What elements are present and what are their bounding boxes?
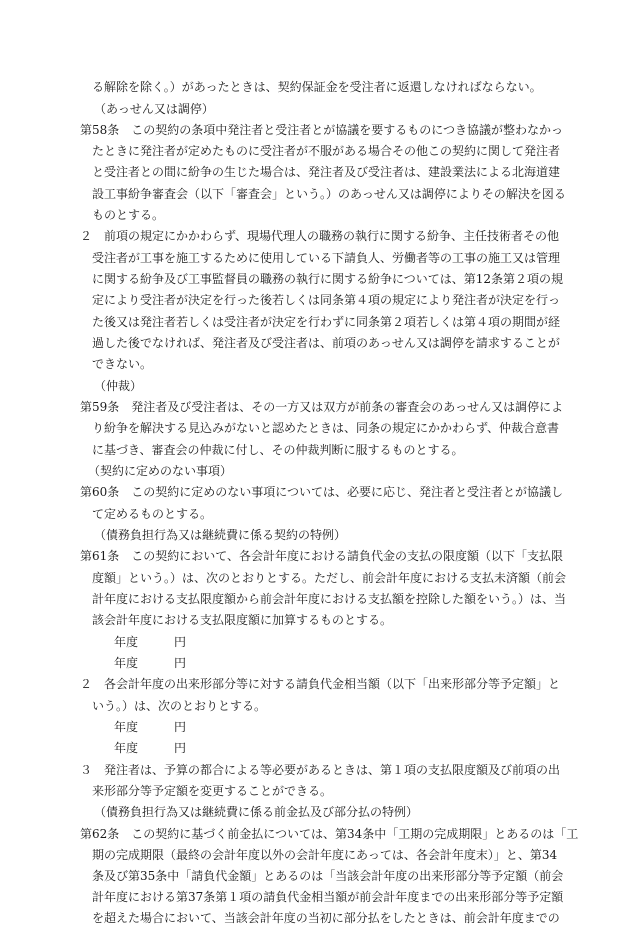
article-59-line: 第59条 発注者及び受注者は、その一方又は双方が前条の審査会のあっせん又は調停によ <box>80 400 564 414</box>
text-line: 期の完成期限（最終の会計年度以外の会計年度にあっては、各会計年度末）」と、第34 <box>92 848 558 862</box>
text-line: できない。 <box>92 357 153 371</box>
text-line: 計年度における第37条第１項の請負代金相当額が前会計年度までの出来形部分等予定額 <box>92 890 564 904</box>
section-heading: （仲裁） <box>94 379 143 393</box>
article-61-line: 第61条 この契約において、各会計年度における請負代金の支払の限度額（以下「支払限 <box>80 549 564 563</box>
article-62-line: 第62条 この契約に基づく前金払については、第34条中「工期の完成期限」とあるのは「工 <box>80 827 579 841</box>
section-heading: （契約に定めのない事項） <box>88 464 233 478</box>
paragraph-2-line: ２ 各会計年度の出来形部分等に対する請負代金相当額（以下「出来形部分等予定額」と <box>80 677 561 691</box>
text-line: た後又は発注者若しくは受注者が決定を行わずに同条第２項若しくは第４項の期間が経 <box>92 315 561 329</box>
text-line: る解除を除く。）があったときは、契約保証金を受注者に返還しなければならない。 <box>92 80 542 94</box>
article-60-line: 第60条 この契約に定めのない事項については、必要に応じ、発注者と受注者とが協議し <box>80 485 564 499</box>
text-line: たときに発注者が定めたものに受注者が不服がある場合その他この契約に関して発注者 <box>92 144 561 158</box>
text-line: 定により受注者が決定を行った後若しくは同条第４項の規定により発注者が決定を行っ <box>92 293 561 307</box>
text-line: 受注者が工事を施工するために使用している下請負人、労働者等の工事の施工又は管理 <box>92 251 561 265</box>
text-line: 過した後でなければ、発注者及び受注者は、前項のあっせん又は調停を請求することが <box>92 336 560 350</box>
text-line: いう。）は、次のとおりとする。 <box>92 699 267 713</box>
fiscal-year-entry: 年度 円 <box>114 720 187 734</box>
text-line: 計年度における支払限度額から前会計年度における支払額を控除した額をいう。）は、当 <box>92 592 567 606</box>
section-heading: （あっせん又は調停） <box>94 102 214 116</box>
section-heading: （債務負担行為又は継続費に係る前金払及び部分払の特例） <box>94 805 419 819</box>
text-line: 度額」という。）は、次のとおりとする。ただし、前会計年度における支払未済額（前会 <box>92 571 567 585</box>
text-line: り紛争を解決する見込みがないと認めたときは、同条の規定にかかわらず、仲裁合意書 <box>92 421 560 435</box>
text-line: 来形部分等予定額を変更することができる。 <box>92 784 333 798</box>
article-58-line: 第58条 この契約の条項中発注者と受注者とが協議を要するものにつき協議が整わなかっ <box>80 123 564 137</box>
text-line: 該会計年度における支払限度額に加算するものとする。 <box>92 613 393 627</box>
section-heading: （債務負担行為又は継続費に係る契約の特例） <box>94 528 347 542</box>
text-line: に基づき、審査会の仲裁に付し、その仲裁判断に服するものとする。 <box>92 443 464 457</box>
text-line: ものとする。 <box>92 208 165 222</box>
text-line: に関する紛争及び工事監督員の職務の執行に関する紛争については、第12条第２項の規 <box>92 272 564 286</box>
text-line: を超えた場合において、当該会計年度の当初に部分払をしたときは、前会計年度までの <box>92 911 560 925</box>
paragraph-3-line: ３ 発注者は、予算の都合による等必要があるときは、第１項の支払限度額及び前項の出 <box>80 763 561 777</box>
fiscal-year-entry: 年度 円 <box>114 635 187 649</box>
text-line: 設工事紛争審査会（以下「審査会」という。）のあっせん又は調停によりその解決を図る <box>92 187 566 201</box>
fiscal-year-entry: 年度 円 <box>114 741 187 755</box>
text-line: と受注者との間に紛争の生じた場合は、発注者及び受注者は、建設業法による北海道建 <box>92 165 561 179</box>
text-line: 条及び第35条中「請負代金額」とあるのは「当該会計年度の出来形部分等予定額（前会 <box>92 869 564 883</box>
text-line: て定めるものとする。 <box>92 507 213 521</box>
paragraph-2-line: ２ 前項の規定にかかわらず、現場代理人の職務の執行に関する紛争、主任技術者その他 <box>80 229 560 243</box>
fiscal-year-entry: 年度 円 <box>114 656 187 670</box>
